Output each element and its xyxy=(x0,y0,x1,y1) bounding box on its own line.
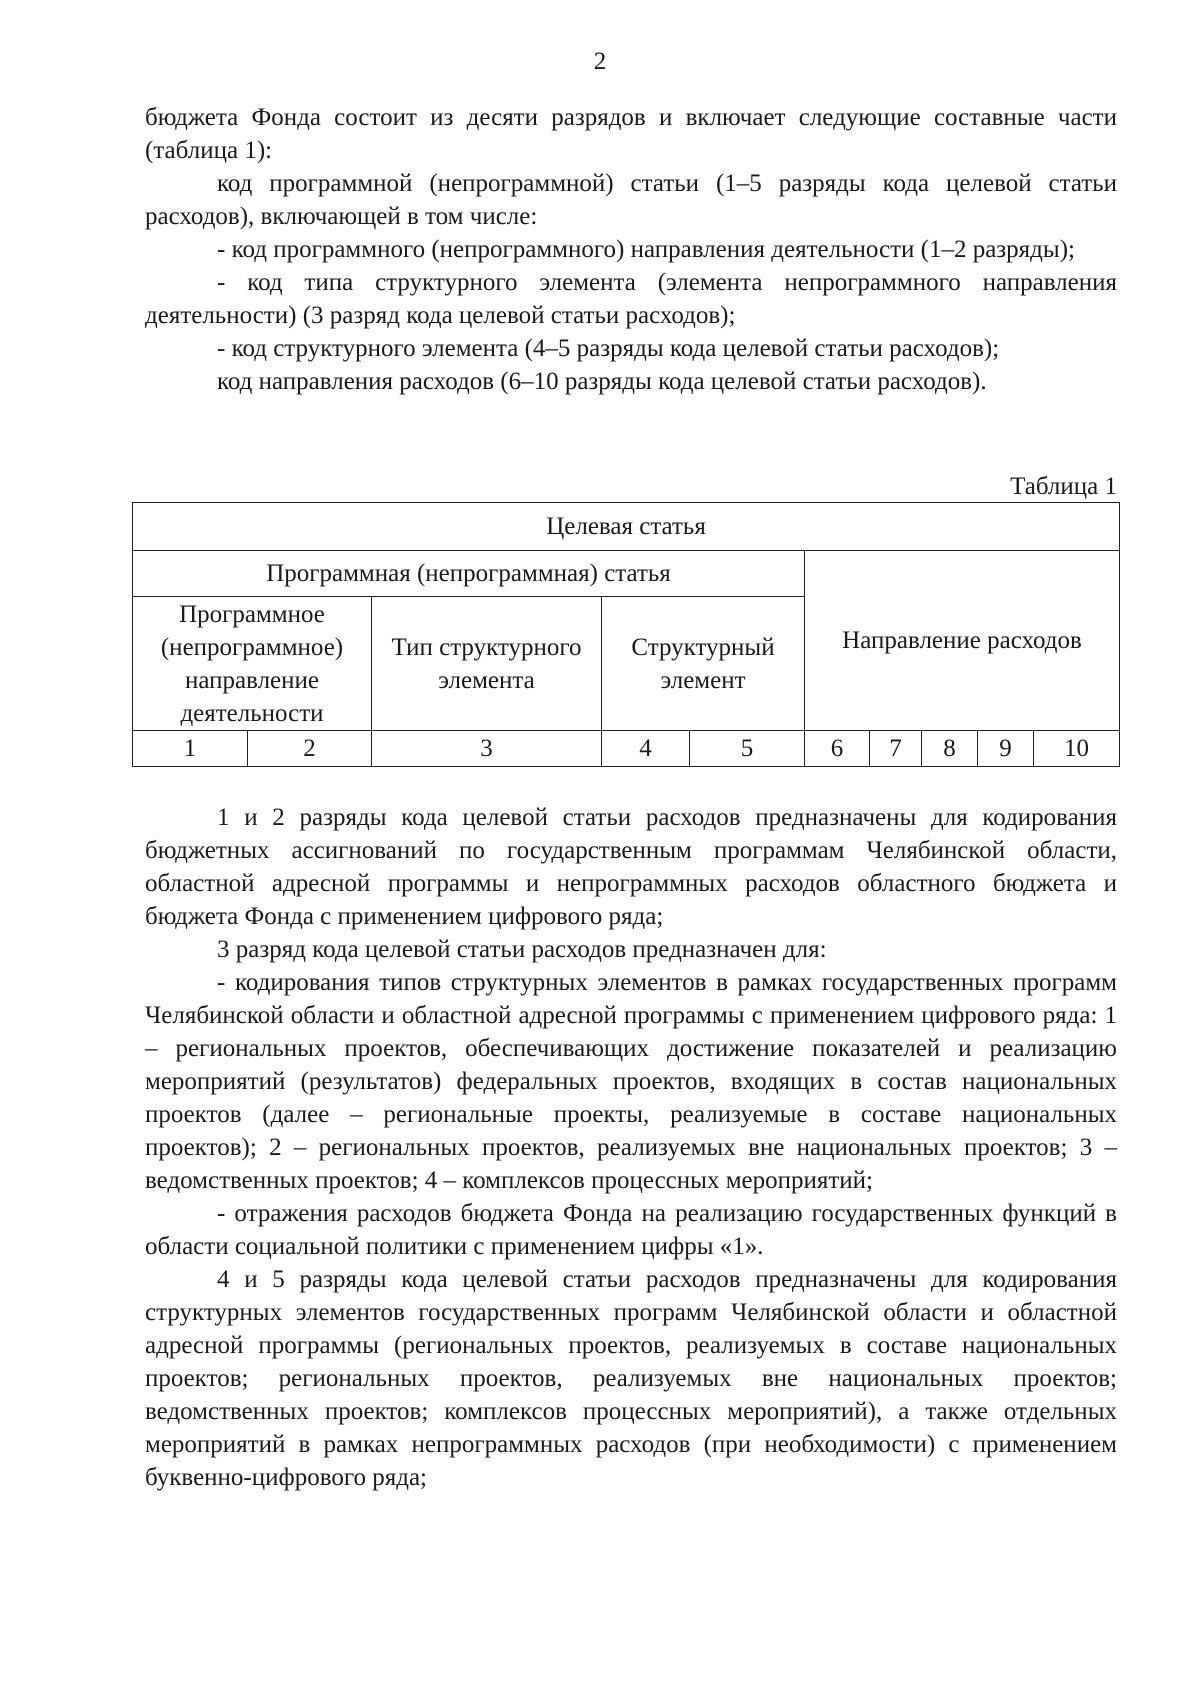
body-paragraph-2: 3 разряд кода целевой статьи расходов предназначен для: xyxy=(217,936,827,963)
header-program-article: Программная (непрограммная) статья xyxy=(133,551,805,597)
body-paragraph-3: - кодирования типов структурных элементов в рамках государственных программ Челябинской области и областной адресной программы с применением цифрового ряда: 1 – региональных проектов, обеспечивающих достижение показателей и реализацию мероприятий (результатов) федеральных проектов, входящих в состав национальных проектов (далее – региональные проекты, реализуемые в составе национальных проектов); 2 – региональных проектов, реализуемых вне национальных проектов; 3 – ведомственных проектов; 4 – комплексов процессных мероприятий; xyxy=(145,969,1117,1194)
intro-section xyxy=(145,101,1117,398)
table-caption: Таблица 1 xyxy=(1010,473,1117,500)
explanation-section xyxy=(145,801,1117,1494)
digit-cell: 2 xyxy=(248,731,372,767)
header-element-type: Тип структурного элемента xyxy=(372,597,602,731)
digit-cell: 7 xyxy=(870,731,922,767)
intro-paragraph-1: бюджета Фонда состоит из десяти разрядов и включает следующие составные части (таблица 1): xyxy=(145,104,1117,164)
header-structural-element: Структурный элемент xyxy=(602,597,805,731)
intro-paragraph-4: - код типа структурного элемента (элемента непрограммного направления деятельности) (3 разряд кода целевой статьи расходов); xyxy=(145,269,1117,329)
intro-paragraph-2: код программной (непрограммной) статьи (1–5 разряды кода целевой статьи расходов), включающей в том числе: xyxy=(145,170,1117,230)
body-paragraph-5: 4 и 5 разряды кода целевой статьи расходов предназначены для кодирования структурных элементов государственных программ Челябинской области и областной адресной программы (региональных проектов, реализуемых в составе национальных проектов; региональных проектов, реализуемых вне национальных проектов; ведомственных проектов; комплексов процессных мероприятий), а также отдельных мероприятий в рамках непрограммных расходов (при необходимости) с применением буквенно-цифрового ряда; xyxy=(145,1266,1117,1491)
digit-cell: 5 xyxy=(690,731,805,767)
digit-cell: 9 xyxy=(978,731,1034,767)
intro-paragraph-3: - код программного (непрограммного) направления деятельности (1–2 разряды); xyxy=(217,236,1075,263)
digit-cell: 1 xyxy=(133,731,248,767)
digit-cell: 8 xyxy=(922,731,978,767)
digit-cell: 10 xyxy=(1034,731,1120,767)
code-structure-table xyxy=(132,502,1120,767)
body-paragraph-1: 1 и 2 разряды кода целевой статьи расходов предназначены для кодирования бюджетных ассигнований по государственным программам Челябинской области, областной адресной программы и непрограммных расходов областного бюджета и бюджета Фонда с применением цифрового ряда; xyxy=(145,804,1117,930)
body-paragraph-4: - отражения расходов бюджета Фонда на реализацию государственных функций в области социальной политики с применением цифры «1». xyxy=(145,1200,1117,1260)
digit-cell: 4 xyxy=(602,731,690,767)
digit-cell: 3 xyxy=(372,731,602,767)
digit-cell: 6 xyxy=(805,731,870,767)
header-target-article: Целевая статья xyxy=(133,503,1120,551)
intro-paragraph-6: код направления расходов (6–10 разряды кода целевой статьи расходов). xyxy=(217,368,987,395)
page-number: 2 xyxy=(593,48,607,75)
intro-paragraph-5: - код структурного элемента (4–5 разряды кода целевой статьи расходов); xyxy=(217,335,1000,362)
header-activity-direction: Программное (непрограммное) направление деятельности xyxy=(133,597,372,731)
header-expense-direction: Направление расходов xyxy=(805,551,1120,731)
